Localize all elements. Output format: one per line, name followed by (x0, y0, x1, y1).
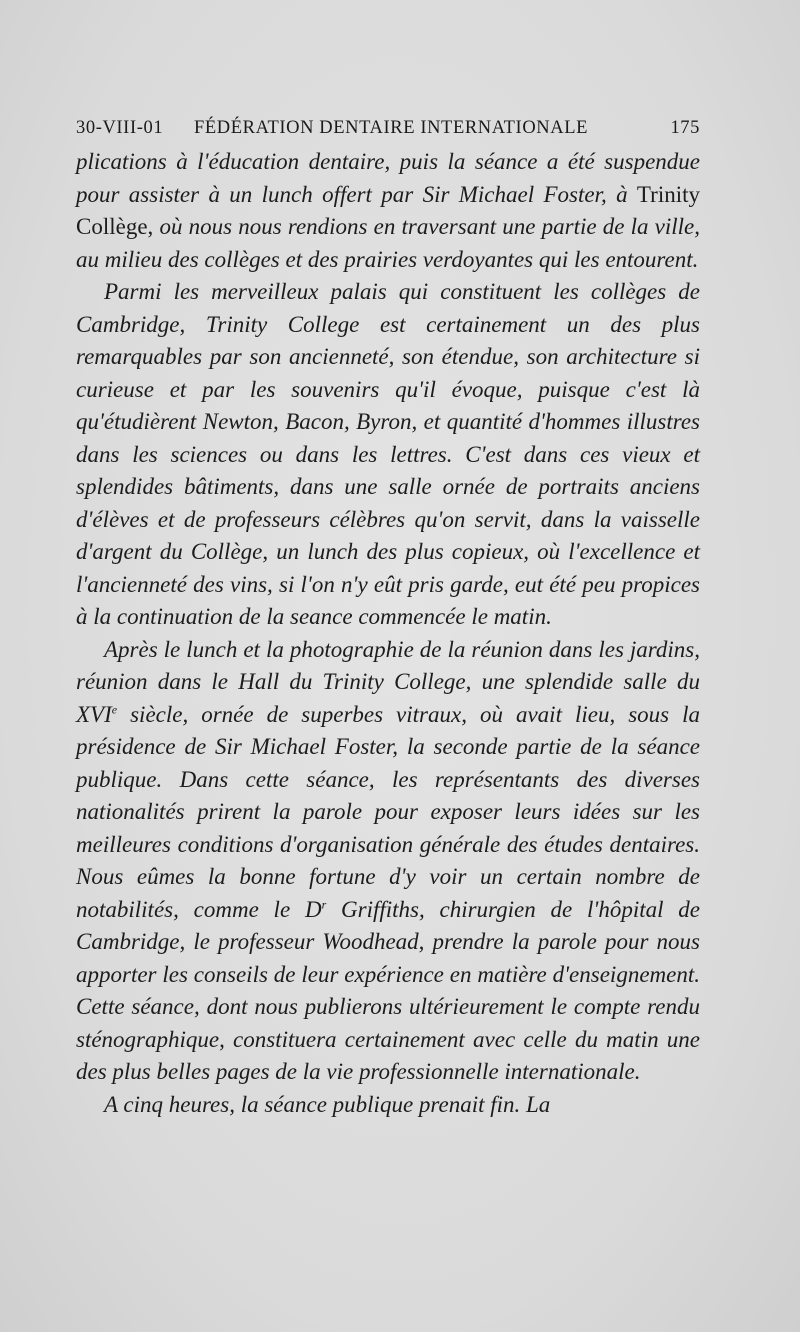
page-number: 175 (670, 118, 700, 138)
running-header (76, 118, 700, 144)
paragraph-1-roman: Trinity Collège, (76, 181, 700, 239)
paragraph-3-superscript-1: e (111, 701, 118, 716)
paragraph-3-superscript-2: r (321, 896, 327, 911)
paragraph-3-part-1: Après le lunch et la photographie de la réunion dans les jardins, réunion dans le Hall du Trinity College, une splendide salle du XVI (76, 636, 700, 727)
paragraph-1 (76, 146, 700, 276)
paragraph-3 (76, 634, 700, 1089)
paragraph-3-part-3: Griffiths, chirurgien de l'hôpital de Cambridge, le professeur Woodhead, prendre la parole pour nous apporter les conseils de leur expérience en matière d'enseignement. Cette séance, dont nous publierons ultérieurement le compte rendu sténographique, constituera certainement avec celle du matin une des plus belles pages de la vie professionnelle internationale. (76, 896, 700, 1084)
paragraph-3-part-2: siècle, ornée de superbes vitraux, où avait lieu, sous la présidence de Sir Michael Foster, la seconde partie de la séance publique. Dans cette séance, les représentants des diverses nationalités prirent la parole pour exposer leurs idées sur les meilleures conditions d'organisation générale des études dentaires. Nous eûmes la bonne fortune d'y voir un certain nombre de notabilités, comme le D (76, 701, 700, 922)
paragraph-1-part-1: plications à l'éducation dentaire, puis la séance a été suspendue pour assister à un lunch offert par Sir Michael Foster, à (76, 149, 700, 207)
body-text (76, 146, 700, 1121)
paragraph-1-part-2: où nous nous rendions en traversant une partie de la ville, au milieu des collèges et des prairies verdoyantes qui les entourent. (76, 214, 700, 272)
paragraph-4: A cinq heures, la séance publique prenait fin. La (104, 1091, 551, 1117)
header-title: FÉDÉRATION DENTAIRE INTERNATIONALE (194, 118, 589, 138)
paragraph-2: Parmi les merveilleux palais qui constituent les collèges de Cambridge, Trinity College est certainement un des plus remarquables par son ancienneté, son étendue, son architecture si curieuse et par les souvenirs qu'il évoque, puisque c'est là qu'étudièrent Newton, Bacon, Byron, et quantité d'hommes illustres dans les sciences ou dans les lettres. C'est dans ces vieux et splendides bâtiments, dans une salle ornée de portraits anciens d'élèves et de professeurs célèbres qu'on servit, dans la vaisselle d'argent du Collège, un lunch des plus copieux, où l'excellence et l'ancienneté des vins, si l'on n'y eût pris garde, eut été peu propices à la continuation de la seance commencée le matin. (76, 279, 700, 629)
header-date: 30-VIII-01 (76, 118, 164, 138)
